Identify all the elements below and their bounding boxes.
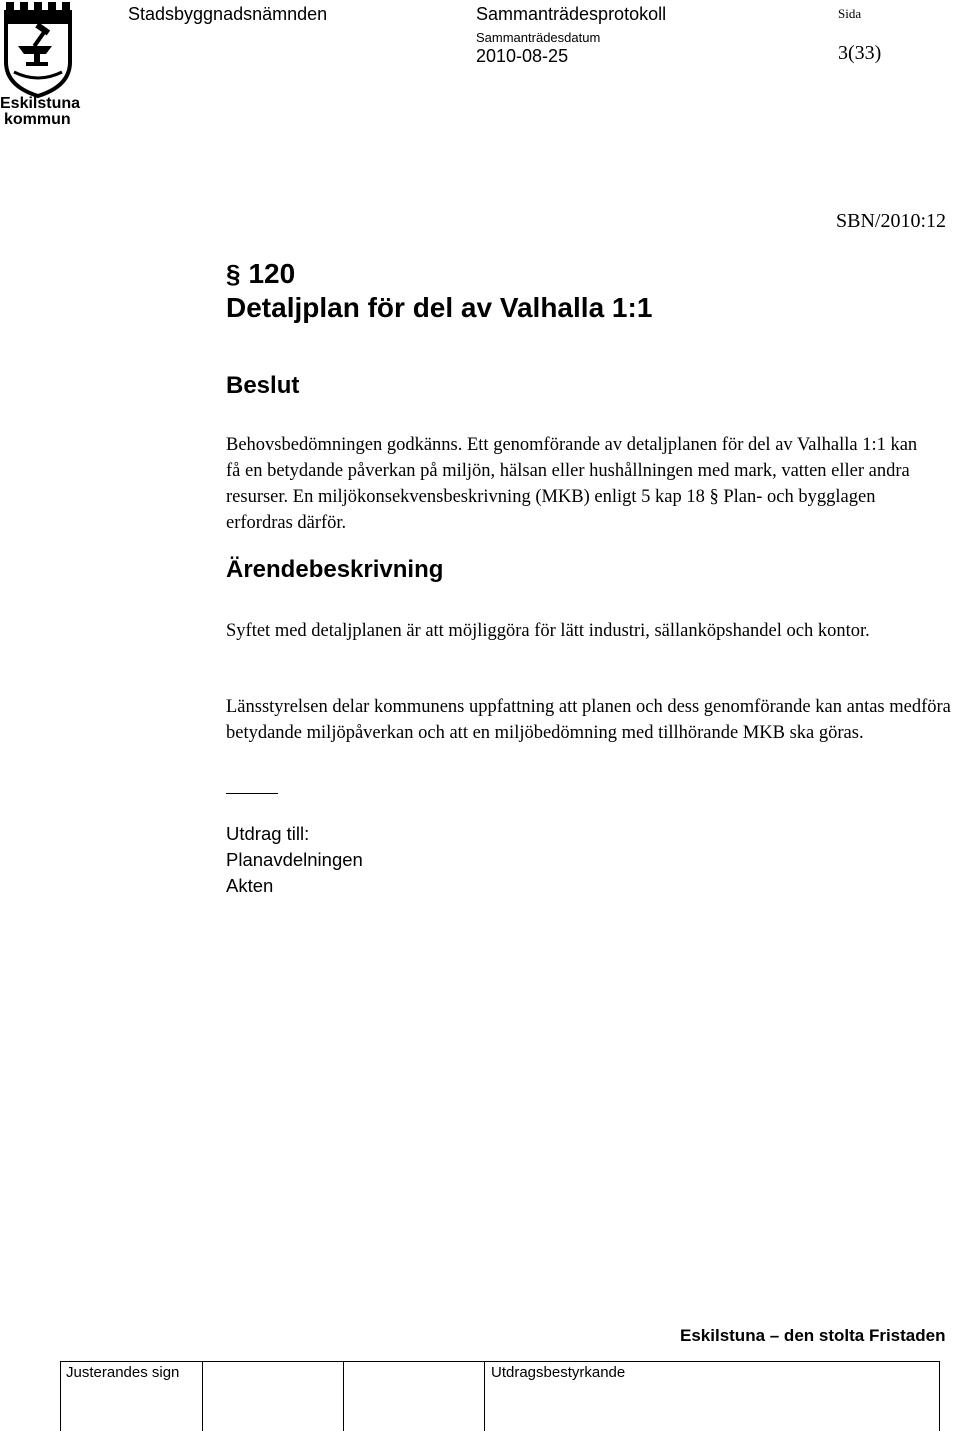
recipient: Planavdelningen xyxy=(226,849,363,870)
document-type: Sammanträdesprotokoll xyxy=(476,4,667,24)
section-number xyxy=(226,258,295,290)
logo-name-line1: Eskilstuna xyxy=(0,95,81,112)
case-number: SBN/2010:12 xyxy=(836,210,947,232)
page-number: 3(33) xyxy=(838,42,882,64)
section-symbol: § xyxy=(226,259,241,289)
decision-text: Behovsbedömningen godkänns. Ett genomförande av detaljplanen för del av Valhalla 1:1 kan få en betydande påverkan på miljön, hälsan eller hushållningen med mark, vatten eller andra resurser. En miljökonsekvensbeskrivning (MKB) enligt 5 kap 18 § Plan- och bygglagen erfordras därför. xyxy=(226,435,918,533)
signature-label: Justerandes sign xyxy=(66,1364,180,1381)
footer-slogan: Eskilstuna – den stolta Fristaden xyxy=(680,1326,946,1345)
meeting-date-label: Sammanträdesdatum xyxy=(476,30,601,45)
extract-recipients xyxy=(226,847,363,899)
municipality-logo xyxy=(0,0,80,132)
description-paragraph: Syftet med detaljplanen är att möjliggöra för lätt industri, sällanköpshandel och kontor. xyxy=(226,621,870,641)
section-number-value: 120 xyxy=(248,258,296,289)
extract-label: Utdrag till: xyxy=(226,823,310,844)
section-title: Detaljplan för del av Valhalla 1:1 xyxy=(226,292,653,323)
footer-cell-border xyxy=(60,1361,61,1431)
meeting-date: 2010-08-25 xyxy=(476,46,569,66)
page-label: Sida xyxy=(838,6,862,21)
footer-cell-border xyxy=(939,1361,940,1431)
description-paragraph: Länsstyrelsen delar kommunens uppfattning att planen och dess genomförande kan antas medföra betydande miljöpåverkan och att en miljöbedömning med tillhörande MKB ska göras. xyxy=(226,697,951,743)
logo-name-line2: kommun xyxy=(4,111,71,128)
description-heading: Ärendebeskrivning xyxy=(226,556,444,583)
committee-name: Stadsbyggnadsnämnden xyxy=(128,4,328,24)
certification-label: Utdragsbestyrkande xyxy=(491,1364,626,1381)
footer-cell-border xyxy=(343,1361,344,1431)
footer-cell-border xyxy=(484,1361,485,1431)
decision-heading: Beslut xyxy=(226,372,300,399)
divider xyxy=(226,793,278,794)
footer-rule xyxy=(60,1361,940,1362)
footer-cell-border xyxy=(202,1361,203,1431)
recipient: Akten xyxy=(226,875,274,896)
